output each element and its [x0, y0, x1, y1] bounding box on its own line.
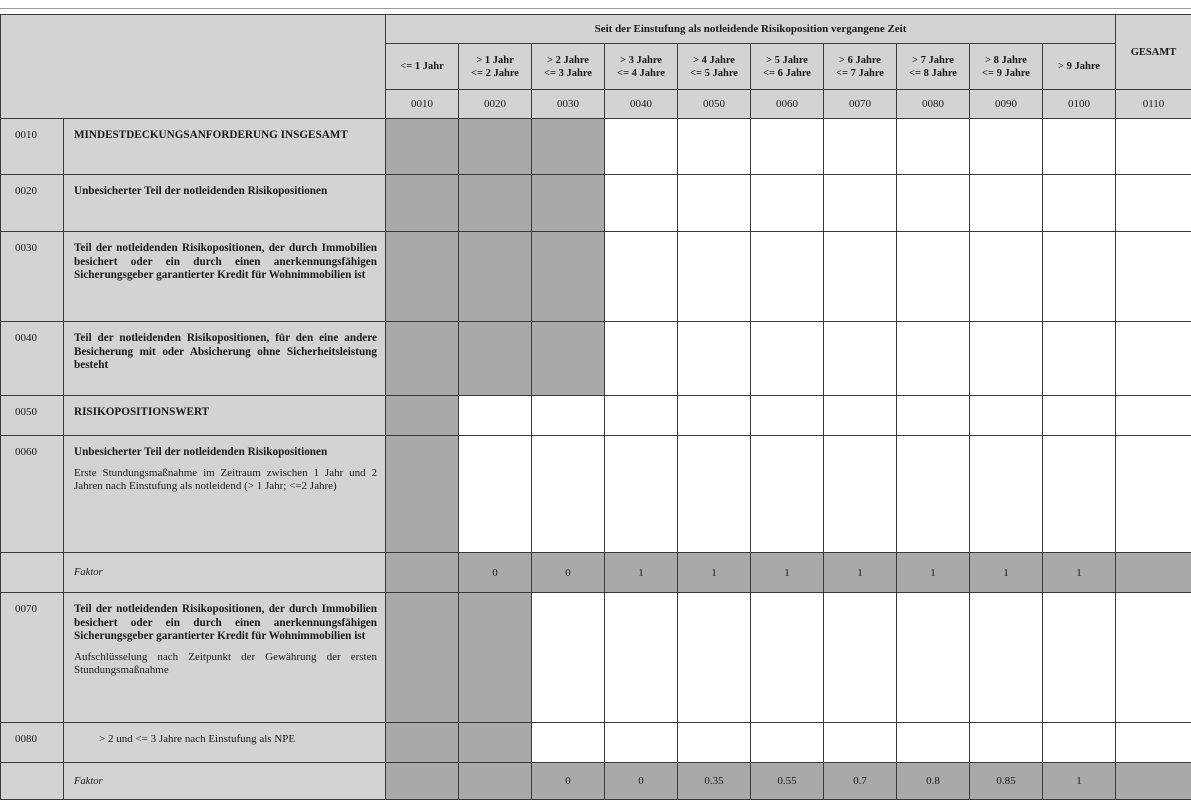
row-label — [64, 175, 386, 232]
input-cell[interactable] — [1116, 322, 1191, 396]
header-col-label: <= 1 Jahr — [386, 44, 459, 90]
table-row — [1, 232, 1191, 322]
factor-cell: 1 — [1043, 553, 1116, 593]
row-code: 0030 — [1, 232, 64, 322]
input-cell[interactable] — [897, 593, 970, 723]
factor-cell: 1 — [678, 553, 751, 593]
row-label — [64, 396, 386, 436]
input-cell[interactable] — [897, 322, 970, 396]
input-cell[interactable] — [751, 175, 824, 232]
header-corner — [1, 15, 386, 119]
header-total: GESAMT — [1116, 15, 1191, 90]
input-cell[interactable] — [1116, 232, 1191, 322]
factor-cell — [1116, 763, 1191, 800]
input-cell[interactable] — [970, 232, 1043, 322]
shaded-cell — [532, 322, 605, 396]
table-row — [1, 593, 1191, 723]
row-label — [64, 436, 386, 553]
factor-cell: 1 — [751, 553, 824, 593]
input-cell[interactable] — [459, 436, 532, 553]
table-row — [1, 396, 1191, 436]
factor-cell: 0 — [605, 763, 678, 800]
factor-label: Faktor — [74, 567, 103, 578]
input-cell[interactable] — [751, 119, 824, 175]
header-col-code: 0030 — [532, 90, 605, 119]
table-row — [1, 119, 1191, 175]
row-code: 0010 — [1, 119, 64, 175]
input-cell[interactable] — [1116, 175, 1191, 232]
shaded-cell — [459, 232, 532, 322]
input-cell[interactable] — [751, 723, 824, 763]
shaded-cell — [386, 723, 459, 763]
factor-cell — [459, 763, 532, 800]
shaded-cell — [386, 175, 459, 232]
row-label-bold: Unbesicherter Teil der notleidenden Risikopositionen — [74, 185, 328, 197]
input-cell[interactable] — [605, 119, 678, 175]
table-row — [1, 322, 1191, 396]
factor-label: Faktor — [74, 775, 103, 787]
input-cell[interactable] — [970, 322, 1043, 396]
input-cell[interactable] — [1043, 723, 1116, 763]
input-cell[interactable] — [824, 322, 897, 396]
header-col-label: > 7 Jahre <= 8 Jahre — [897, 44, 970, 90]
input-cell[interactable] — [751, 593, 824, 723]
input-cell[interactable] — [605, 723, 678, 763]
header-col-label: > 8 Jahre <= 9 Jahre — [970, 44, 1043, 90]
factor-cell: 1 — [897, 553, 970, 593]
input-cell[interactable] — [678, 175, 751, 232]
header-total-code: 0110 — [1116, 90, 1191, 119]
shaded-cell — [386, 119, 459, 175]
input-cell[interactable] — [824, 396, 897, 436]
factor-cell: 1 — [605, 553, 678, 593]
factor-cell: 0.85 — [970, 763, 1043, 800]
input-cell[interactable] — [532, 436, 605, 553]
shaded-cell — [386, 593, 459, 723]
row-label-bold: Teil der notleidenden Risikopositionen, der durch Immobilien besichert oder ein durch einen anerkennungsfähigen Sicherungsgeber garantierter Kredit für Wohnimmobilien ist — [74, 242, 377, 281]
shaded-cell — [459, 723, 532, 763]
input-cell[interactable] — [897, 119, 970, 175]
input-cell[interactable] — [897, 723, 970, 763]
row-code — [1, 553, 64, 593]
shaded-cell — [532, 232, 605, 322]
input-cell[interactable] — [678, 436, 751, 553]
shaded-cell — [386, 396, 459, 436]
row-code — [1, 763, 64, 800]
input-cell[interactable] — [1116, 723, 1191, 763]
input-cell[interactable] — [824, 175, 897, 232]
row-code: 0040 — [1, 322, 64, 396]
row-label-bold: Unbesicherter Teil der notleidenden Risikopositionen — [74, 446, 328, 458]
header-col-code: 0050 — [678, 90, 751, 119]
input-cell[interactable] — [678, 119, 751, 175]
shaded-cell — [386, 322, 459, 396]
input-cell[interactable] — [605, 232, 678, 322]
input-cell[interactable] — [605, 436, 678, 553]
input-cell[interactable] — [824, 723, 897, 763]
input-cell[interactable] — [459, 396, 532, 436]
row-label-bold: Teil der notleidenden Risikopositionen, der durch Immobilien besichert oder ein durch einen anerkennungsfähigen Sicherungsgeber garantierter Kredit für Wohnimmobilien ist — [74, 603, 377, 642]
header-col-label: > 2 Jahre <= 3 Jahre — [532, 44, 605, 90]
row-code: 0060 — [1, 436, 64, 553]
input-cell[interactable] — [897, 232, 970, 322]
header-col-code: 0070 — [824, 90, 897, 119]
factor-cell: 0 — [459, 553, 532, 593]
factor-cell: 1 — [824, 553, 897, 593]
row-label — [64, 553, 386, 593]
factor-cell — [1116, 553, 1191, 593]
header-col-code: 0010 — [386, 90, 459, 119]
row-label — [64, 232, 386, 322]
header-col-code: 0020 — [459, 90, 532, 119]
header-col-label: > 9 Jahre — [1043, 44, 1116, 90]
input-cell[interactable] — [1043, 436, 1116, 553]
input-cell[interactable] — [897, 396, 970, 436]
factor-cell — [386, 553, 459, 593]
coverage-table — [0, 14, 1191, 800]
header-col-label: > 4 Jahre <= 5 Jahre — [678, 44, 751, 90]
factor-cell: 0.35 — [678, 763, 751, 800]
input-cell[interactable] — [970, 396, 1043, 436]
shaded-cell — [459, 593, 532, 723]
input-cell[interactable] — [970, 436, 1043, 553]
input-cell[interactable] — [678, 232, 751, 322]
header-col-code: 0100 — [1043, 90, 1116, 119]
table-row — [1, 723, 1191, 763]
row-label — [64, 322, 386, 396]
input-cell[interactable] — [897, 175, 970, 232]
input-cell[interactable] — [1043, 175, 1116, 232]
shaded-cell — [386, 232, 459, 322]
input-cell[interactable] — [1043, 322, 1116, 396]
row-label-bold: Teil der notleidenden Risikopositionen, für den eine andere Besicherung mit oder Absicherung ohne Sicherheitsleistung besteht — [74, 332, 377, 371]
input-cell[interactable] — [1043, 119, 1116, 175]
header-group-title: Seit der Einstufung als notleidende Risikoposition vergangene Zeit — [386, 15, 1116, 44]
shaded-cell — [459, 119, 532, 175]
input-cell[interactable] — [824, 119, 897, 175]
factor-cell: 0.55 — [751, 763, 824, 800]
input-cell[interactable] — [751, 232, 824, 322]
input-cell[interactable] — [970, 723, 1043, 763]
input-cell[interactable] — [532, 723, 605, 763]
row-label-bold: RISIKOPOSITIONSWERT — [74, 406, 210, 418]
row-label — [64, 119, 386, 175]
input-cell[interactable] — [970, 593, 1043, 723]
factor-cell: 1 — [970, 553, 1043, 593]
header-col-code: 0060 — [751, 90, 824, 119]
input-cell[interactable] — [970, 119, 1043, 175]
row-label — [64, 723, 386, 763]
row-code: 0080 — [1, 723, 64, 763]
row-code: 0050 — [1, 396, 64, 436]
factor-cell: 0 — [532, 553, 605, 593]
shaded-cell — [532, 119, 605, 175]
header-col-label: > 3 Jahre <= 4 Jahre — [605, 44, 678, 90]
input-cell[interactable] — [605, 396, 678, 436]
input-cell[interactable] — [824, 593, 897, 723]
shaded-cell — [386, 436, 459, 553]
row-label-bold: MINDESTDECKUNGSANFORDERUNG INSGESAMT — [74, 129, 348, 141]
factor-cell: 1 — [1043, 763, 1116, 800]
table-row — [1, 436, 1191, 553]
input-cell[interactable] — [605, 593, 678, 723]
row-code: 0020 — [1, 175, 64, 232]
input-cell[interactable] — [605, 322, 678, 396]
row-code: 0070 — [1, 593, 64, 723]
input-cell[interactable] — [897, 436, 970, 553]
input-cell[interactable] — [1116, 396, 1191, 436]
input-cell[interactable] — [532, 396, 605, 436]
input-cell[interactable] — [1116, 119, 1191, 175]
top-rule — [0, 8, 1191, 9]
header-col-code: 0080 — [897, 90, 970, 119]
table-row — [1, 175, 1191, 232]
header-col-code: 0040 — [605, 90, 678, 119]
input-cell[interactable] — [1043, 232, 1116, 322]
input-cell[interactable] — [1043, 593, 1116, 723]
factor-cell — [386, 763, 459, 800]
input-cell[interactable] — [751, 396, 824, 436]
header-col-label: > 6 Jahre <= 7 Jahre — [824, 44, 897, 90]
input-cell[interactable] — [751, 436, 824, 553]
input-cell[interactable] — [1043, 396, 1116, 436]
input-cell[interactable] — [678, 723, 751, 763]
input-cell[interactable] — [751, 322, 824, 396]
factor-cell: 0.8 — [897, 763, 970, 800]
header-col-code: 0090 — [970, 90, 1043, 119]
factor-row — [1, 763, 1191, 800]
row-label — [64, 763, 386, 800]
input-cell[interactable] — [678, 322, 751, 396]
shaded-cell — [459, 175, 532, 232]
shaded-cell — [459, 322, 532, 396]
input-cell[interactable] — [970, 175, 1043, 232]
row-label — [64, 593, 386, 723]
row-label-note: Erste Stundungsmaßnahme im Zeitraum zwischen 1 Jahr und 2 Jahren nach Einstufung als notleidend (> 1 Jahr; <=2 Jahre) — [74, 466, 377, 492]
input-cell[interactable] — [678, 396, 751, 436]
input-cell[interactable] — [1116, 593, 1191, 723]
row-label-sub: > 2 und <= 3 Jahre nach Einstufung als NPE — [99, 733, 296, 745]
input-cell[interactable] — [532, 593, 605, 723]
input-cell[interactable] — [824, 232, 897, 322]
input-cell[interactable] — [678, 593, 751, 723]
factor-cell: 0 — [532, 763, 605, 800]
shaded-cell — [532, 175, 605, 232]
input-cell[interactable] — [824, 436, 897, 553]
header-col-label: > 1 Jahr <= 2 Jahre — [459, 44, 532, 90]
header-col-label: > 5 Jahre <= 6 Jahre — [751, 44, 824, 90]
input-cell[interactable] — [1116, 436, 1191, 553]
input-cell[interactable] — [605, 175, 678, 232]
row-label-note: Aufschlüsselung nach Zeitpunkt der Gewährung der ersten Stundungsmaßnahme — [74, 650, 377, 676]
factor-cell: 0.7 — [824, 763, 897, 800]
factor-row — [1, 553, 1191, 593]
